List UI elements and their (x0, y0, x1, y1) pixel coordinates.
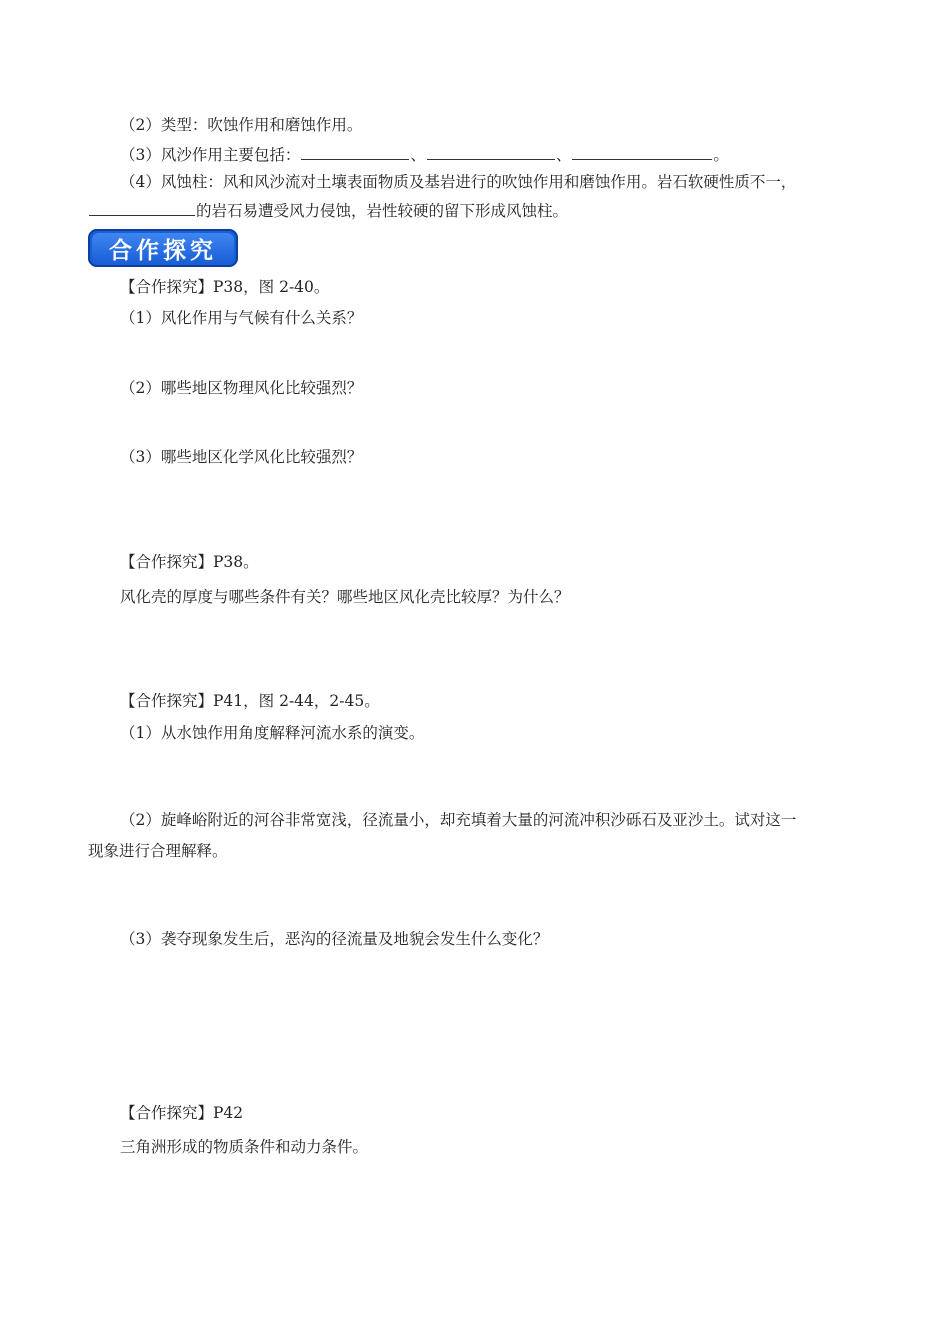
sand-action-end: 。 (713, 146, 729, 164)
explore3-question-2-line-1: （2）旋峰峪附近的河谷非常宽浅，径流量小，却充填着大量的河流冲积沙砾石及亚沙土。试对这一 (120, 811, 797, 829)
explore4-header: 【合作探究】P42 (120, 1104, 244, 1122)
explore1-question-2: （2）哪些地区物理风化比较强烈？ (120, 379, 363, 397)
explore4-question-1: 三角洲形成的物质条件和动力条件。 (120, 1138, 369, 1156)
explore1-question-1: （1）风化作用与气候有什么关系？ (120, 309, 363, 327)
answer-blank-4[interactable] (89, 199, 195, 216)
section-badge-label: 合作探究 (109, 237, 217, 264)
explore2-question-1: 风化壳的厚度与哪些条件有关？哪些地区风化壳比较厚？为什么？ (120, 588, 570, 606)
separator-2: 、 (555, 146, 572, 164)
explore3-question-3: （3）袭夺现象发生后，恶沟的径流量及地貌会发生什么变化？ (120, 930, 549, 948)
section-badge-inner (92, 233, 234, 263)
explore2-header: 【合作探究】P38。 (120, 553, 259, 571)
explore3-question-1: （1）从水蚀作用角度解释河流水系的演变。 (120, 724, 425, 742)
explore3-question-2-line-2: 现象进行合理解释。 (88, 842, 228, 860)
answer-blank-3[interactable] (572, 143, 712, 160)
wind-pillar-suffix: 的岩石易遭受风力侵蚀，岩性较硬的留下形成风蚀柱。 (196, 202, 569, 220)
explore1-question-3: （3）哪些地区化学风化比较强烈？ (120, 448, 363, 466)
wind-pillar-line-2 (88, 199, 568, 222)
wind-types-line: （2）类型：吹蚀作用和磨蚀作用。 (120, 116, 363, 134)
answer-blank-1[interactable] (301, 143, 409, 160)
sand-action-prefix: （3）风沙作用主要包括： (120, 146, 301, 164)
wind-pillar-line-1: （4）风蚀柱：风和风沙流对土壤表面物质及基岩进行的吹蚀作用和磨蚀作用。岩石软硬性质不一， (120, 173, 797, 191)
explore3-header: 【合作探究】P41，图 2-44，2-45。 (120, 692, 380, 710)
sand-action-line (120, 143, 729, 166)
explore1-header: 【合作探究】P38，图 2-40。 (120, 278, 330, 296)
separator-1: 、 (410, 146, 426, 164)
answer-blank-2[interactable] (427, 143, 555, 160)
section-badge (88, 229, 238, 267)
